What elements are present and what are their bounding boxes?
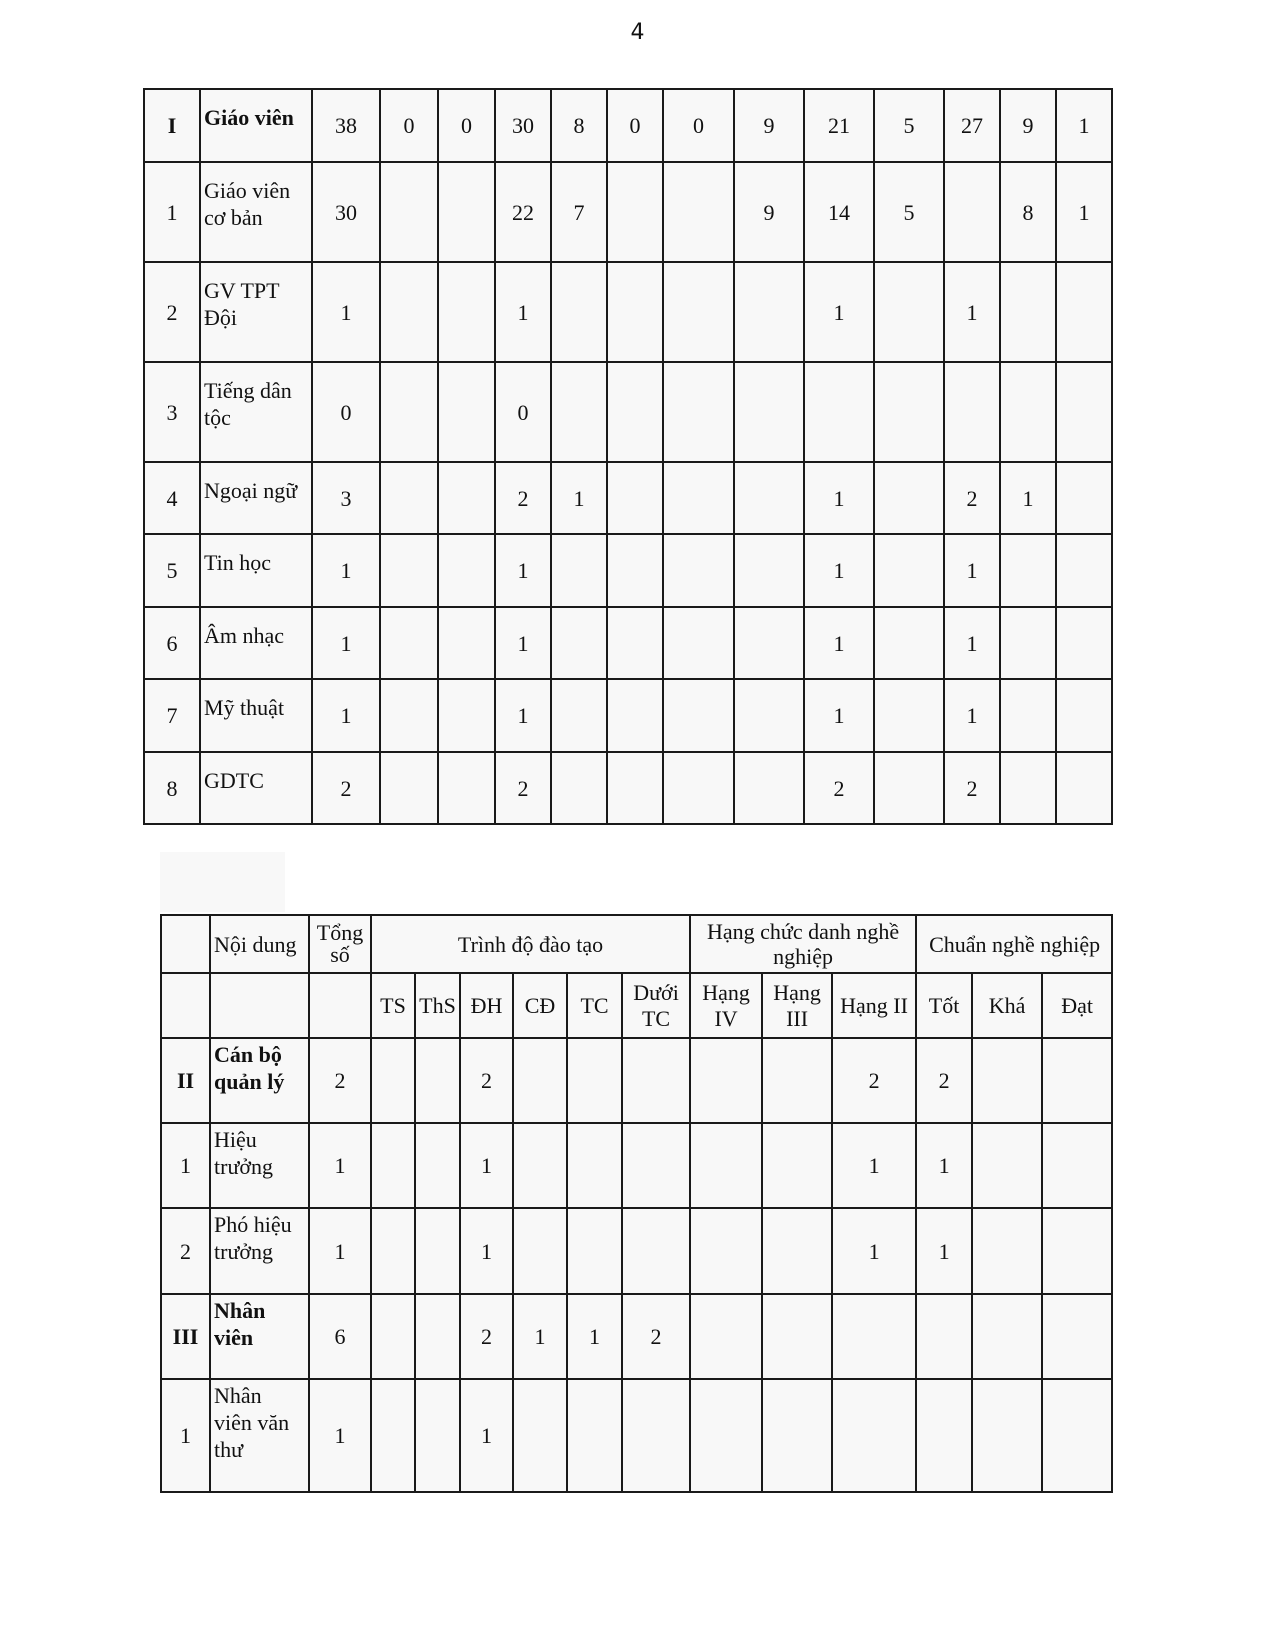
table-cell — [762, 1208, 832, 1294]
table-cell — [874, 462, 944, 534]
table-cell — [972, 1123, 1042, 1208]
table-cell — [762, 1038, 832, 1123]
table-cell — [607, 462, 663, 534]
table-cell: 2 — [944, 752, 1000, 824]
management-staff-table — [160, 914, 1113, 1493]
table-cell: 1 — [1056, 162, 1112, 262]
table-cell — [916, 1379, 972, 1492]
row-label: Nhân viên — [210, 1294, 309, 1379]
table-cell — [567, 1208, 622, 1294]
table-cell — [1042, 1294, 1112, 1379]
table-cell: 0 — [663, 89, 734, 162]
table-cell: 1 — [495, 534, 551, 607]
table-cell — [874, 607, 944, 679]
table-row — [161, 1294, 1112, 1379]
row-index: II — [161, 1038, 210, 1123]
table-cell — [438, 362, 495, 462]
table-cell — [832, 1379, 916, 1492]
table-cell: 14 — [804, 162, 874, 262]
table-cell — [874, 752, 944, 824]
table-cell — [371, 1208, 415, 1294]
table-cell: 2 — [460, 1038, 513, 1123]
table-cell — [607, 752, 663, 824]
table-cell — [944, 362, 1000, 462]
table-cell: 22 — [495, 162, 551, 262]
table-cell — [415, 1208, 460, 1294]
table-cell — [690, 1123, 762, 1208]
table-cell: 2 — [495, 752, 551, 824]
row-total: 2 — [309, 1038, 371, 1123]
table-cell — [1000, 752, 1056, 824]
table-cell — [567, 1123, 622, 1208]
table-cell: 9 — [1000, 89, 1056, 162]
table-cell — [551, 679, 607, 752]
subheader-cell: Khá — [972, 973, 1042, 1038]
table-cell — [663, 679, 734, 752]
table-cell — [690, 1038, 762, 1123]
table-row — [144, 162, 1112, 262]
row-label: Giáo viên — [200, 89, 312, 162]
header-row — [161, 915, 1112, 973]
table-cell: 3 — [312, 462, 380, 534]
table-cell — [972, 1038, 1042, 1123]
table-row — [161, 1123, 1112, 1208]
page-number: 4 — [630, 20, 645, 45]
table-cell: 9 — [734, 89, 804, 162]
table-cell — [567, 1379, 622, 1492]
table-cell — [972, 1379, 1042, 1492]
table-cell — [438, 462, 495, 534]
table-cell — [415, 1123, 460, 1208]
table-cell — [1056, 462, 1112, 534]
table-cell — [690, 1294, 762, 1379]
table-cell — [663, 534, 734, 607]
table-cell — [762, 1294, 832, 1379]
table-cell — [734, 534, 804, 607]
header-training-level: Trình độ đào tạo — [371, 915, 690, 973]
table-cell — [874, 262, 944, 362]
row-label: Tin học — [200, 534, 312, 607]
table-cell: 2 — [495, 462, 551, 534]
table-cell — [1056, 362, 1112, 462]
row-total: 1 — [309, 1208, 371, 1294]
table-cell: 1 — [495, 679, 551, 752]
table-cell — [762, 1379, 832, 1492]
table-cell — [622, 1379, 690, 1492]
table-cell — [1042, 1379, 1112, 1492]
table-cell: 2 — [312, 752, 380, 824]
row-index: 4 — [144, 462, 200, 534]
row-label: Mỹ thuật — [200, 679, 312, 752]
table-cell — [551, 262, 607, 362]
table-cell — [415, 1038, 460, 1123]
table-cell — [1042, 1208, 1112, 1294]
table-cell — [734, 362, 804, 462]
table-cell — [551, 752, 607, 824]
table-cell — [1042, 1123, 1112, 1208]
table-cell — [1000, 362, 1056, 462]
table-cell: 1 — [916, 1208, 972, 1294]
row-label: Hiệu trưởng — [210, 1123, 309, 1208]
row-label: Phó hiệu trưởng — [210, 1208, 309, 1294]
subheader-cell: Hạng II — [832, 973, 916, 1038]
table-cell: 8 — [1000, 162, 1056, 262]
table-cell — [371, 1379, 415, 1492]
table-cell: 1 — [312, 607, 380, 679]
row-index: 1 — [144, 162, 200, 262]
row-total: 6 — [309, 1294, 371, 1379]
table-cell — [663, 262, 734, 362]
table-cell: 1 — [944, 262, 1000, 362]
table-cell — [513, 1379, 567, 1492]
table-cell: 1 — [495, 262, 551, 362]
table-cell — [874, 362, 944, 462]
row-index: 1 — [161, 1123, 210, 1208]
table-cell — [663, 162, 734, 262]
table-cell — [944, 162, 1000, 262]
header-rank: Hạng chức danh nghề nghiệp — [690, 915, 916, 973]
table-cell — [607, 162, 663, 262]
table-cell — [690, 1208, 762, 1294]
table-cell — [622, 1208, 690, 1294]
table-cell: 1 — [460, 1379, 513, 1492]
table-row — [161, 1379, 1112, 1492]
table-cell — [371, 1123, 415, 1208]
table-cell — [734, 462, 804, 534]
table-cell: 2 — [832, 1038, 916, 1123]
table-cell: 1 — [804, 462, 874, 534]
table-cell — [1000, 534, 1056, 607]
header-stt — [161, 915, 210, 973]
row-label: GV TPT Đội — [200, 262, 312, 362]
row-index: 5 — [144, 534, 200, 607]
subheader-cell: CĐ — [513, 973, 567, 1038]
table-cell: 30 — [495, 89, 551, 162]
table-cell: 2 — [804, 752, 874, 824]
row-label: Nhân viên văn thư — [210, 1379, 309, 1492]
table-cell — [438, 162, 495, 262]
table-row — [144, 752, 1112, 824]
row-label: GDTC — [200, 752, 312, 824]
table-cell — [380, 162, 438, 262]
row-index: 3 — [144, 362, 200, 462]
subheader-cell: TC — [567, 973, 622, 1038]
header-content: Nội dung — [210, 915, 309, 973]
row-index: 2 — [144, 262, 200, 362]
table-cell: 30 — [312, 162, 380, 262]
table-cell: 1 — [312, 679, 380, 752]
table-cell: 1 — [513, 1294, 567, 1379]
table-cell: 1 — [1000, 462, 1056, 534]
table-cell — [690, 1379, 762, 1492]
table-cell — [874, 534, 944, 607]
table-cell — [734, 262, 804, 362]
table-cell — [916, 1294, 972, 1379]
row-index: 8 — [144, 752, 200, 824]
table-cell: 38 — [312, 89, 380, 162]
table-cell: 1 — [944, 679, 1000, 752]
table-cell — [734, 752, 804, 824]
table-cell — [551, 362, 607, 462]
table-cell: 1 — [1056, 89, 1112, 162]
teacher-staff-table — [143, 88, 1113, 825]
table-cell — [607, 362, 663, 462]
table-row — [144, 607, 1112, 679]
table-cell — [380, 534, 438, 607]
table-cell — [1000, 262, 1056, 362]
table-cell — [371, 1294, 415, 1379]
table-cell — [607, 607, 663, 679]
row-label: Giáo viên cơ bản — [200, 162, 312, 262]
table-cell: 0 — [312, 362, 380, 462]
table-cell: 1 — [551, 462, 607, 534]
table-cell: 5 — [874, 89, 944, 162]
table-row — [144, 534, 1112, 607]
table-cell: 8 — [551, 89, 607, 162]
row-label: Âm nhạc — [200, 607, 312, 679]
table-cell: 1 — [460, 1123, 513, 1208]
table-cell: 2 — [622, 1294, 690, 1379]
table-cell: 5 — [874, 162, 944, 262]
table-row — [144, 89, 1112, 162]
table-cell — [663, 607, 734, 679]
table-cell — [380, 462, 438, 534]
table-cell: 1 — [567, 1294, 622, 1379]
table-cell — [972, 1208, 1042, 1294]
row-label: Ngoại ngữ — [200, 462, 312, 534]
table-row — [144, 362, 1112, 462]
table-cell: 21 — [804, 89, 874, 162]
table-cell — [1056, 262, 1112, 362]
table-cell: 1 — [832, 1208, 916, 1294]
row-index: I — [144, 89, 200, 162]
table-cell: 1 — [312, 262, 380, 362]
table-cell — [1000, 607, 1056, 679]
table-cell — [513, 1123, 567, 1208]
table-cell: 1 — [804, 679, 874, 752]
table-cell — [415, 1294, 460, 1379]
table-cell — [380, 607, 438, 679]
table-cell: 1 — [804, 534, 874, 607]
row-label: Cán bộ quản lý — [210, 1038, 309, 1123]
table-cell — [438, 607, 495, 679]
table-cell — [438, 752, 495, 824]
table-row — [144, 462, 1112, 534]
subheader-empty — [309, 973, 371, 1038]
table-cell — [1056, 679, 1112, 752]
table-cell: 1 — [495, 607, 551, 679]
row-index: 7 — [144, 679, 200, 752]
table-cell — [663, 462, 734, 534]
table-cell — [832, 1294, 916, 1379]
table-row — [144, 262, 1112, 362]
table-cell — [415, 1379, 460, 1492]
table-cell — [438, 262, 495, 362]
table-cell: 9 — [734, 162, 804, 262]
table-cell: 1 — [804, 262, 874, 362]
table-cell: 0 — [607, 89, 663, 162]
table-cell: 27 — [944, 89, 1000, 162]
table-cell — [380, 262, 438, 362]
table-cell — [804, 362, 874, 462]
table-cell: 0 — [495, 362, 551, 462]
subheader-cell: Dưới TC — [622, 973, 690, 1038]
table-cell — [1056, 607, 1112, 679]
table-cell — [874, 679, 944, 752]
row-index: 6 — [144, 607, 200, 679]
table-cell — [1056, 752, 1112, 824]
table-cell — [513, 1208, 567, 1294]
table-cell — [551, 607, 607, 679]
table-cell: 0 — [438, 89, 495, 162]
table-cell — [1000, 679, 1056, 752]
table-cell: 1 — [944, 607, 1000, 679]
table-cell: 1 — [804, 607, 874, 679]
table-cell: 1 — [944, 534, 1000, 607]
table-cell — [1056, 534, 1112, 607]
table-cell — [734, 679, 804, 752]
table-cell — [607, 534, 663, 607]
subheader-empty — [161, 973, 210, 1038]
table-row — [161, 1208, 1112, 1294]
table-cell — [567, 1038, 622, 1123]
table-row — [161, 1038, 1112, 1123]
table-cell: 1 — [832, 1123, 916, 1208]
table-cell — [734, 607, 804, 679]
table-cell — [1042, 1038, 1112, 1123]
table-cell: 2 — [944, 462, 1000, 534]
row-total: 1 — [309, 1379, 371, 1492]
table-cell — [438, 679, 495, 752]
subheader-empty — [210, 973, 309, 1038]
subheader-cell: Tốt — [916, 973, 972, 1038]
table-cell — [972, 1294, 1042, 1379]
table-cell: 2 — [460, 1294, 513, 1379]
header-total: Tổng số — [309, 915, 371, 973]
row-index: III — [161, 1294, 210, 1379]
table-cell — [380, 679, 438, 752]
table-cell: 2 — [916, 1038, 972, 1123]
row-total: 1 — [309, 1123, 371, 1208]
table-cell — [622, 1038, 690, 1123]
table-cell — [663, 362, 734, 462]
table-cell: 1 — [916, 1123, 972, 1208]
subheader-cell: ĐH — [460, 973, 513, 1038]
subheader-row — [161, 973, 1112, 1038]
row-label: Tiếng dân tộc — [200, 362, 312, 462]
header-standard: Chuẩn nghề nghiệp — [916, 915, 1112, 973]
table-cell — [551, 534, 607, 607]
subheader-cell: Hạng III — [762, 973, 832, 1038]
blank-shaded-area — [160, 852, 285, 912]
table-cell: 7 — [551, 162, 607, 262]
row-index: 1 — [161, 1379, 210, 1492]
table-cell — [380, 752, 438, 824]
table-cell — [607, 262, 663, 362]
table-cell — [607, 679, 663, 752]
table-cell — [513, 1038, 567, 1123]
table-cell — [663, 752, 734, 824]
table-cell — [438, 534, 495, 607]
row-index: 2 — [161, 1208, 210, 1294]
table-cell — [622, 1123, 690, 1208]
subheader-cell: ThS — [415, 973, 460, 1038]
subheader-cell: TS — [371, 973, 415, 1038]
table-row — [144, 679, 1112, 752]
subheader-cell: Hạng IV — [690, 973, 762, 1038]
table-cell — [371, 1038, 415, 1123]
table-cell: 0 — [380, 89, 438, 162]
table-cell: 1 — [312, 534, 380, 607]
table-cell: 1 — [460, 1208, 513, 1294]
table-cell — [380, 362, 438, 462]
table-cell — [762, 1123, 832, 1208]
subheader-cell: Đạt — [1042, 973, 1112, 1038]
